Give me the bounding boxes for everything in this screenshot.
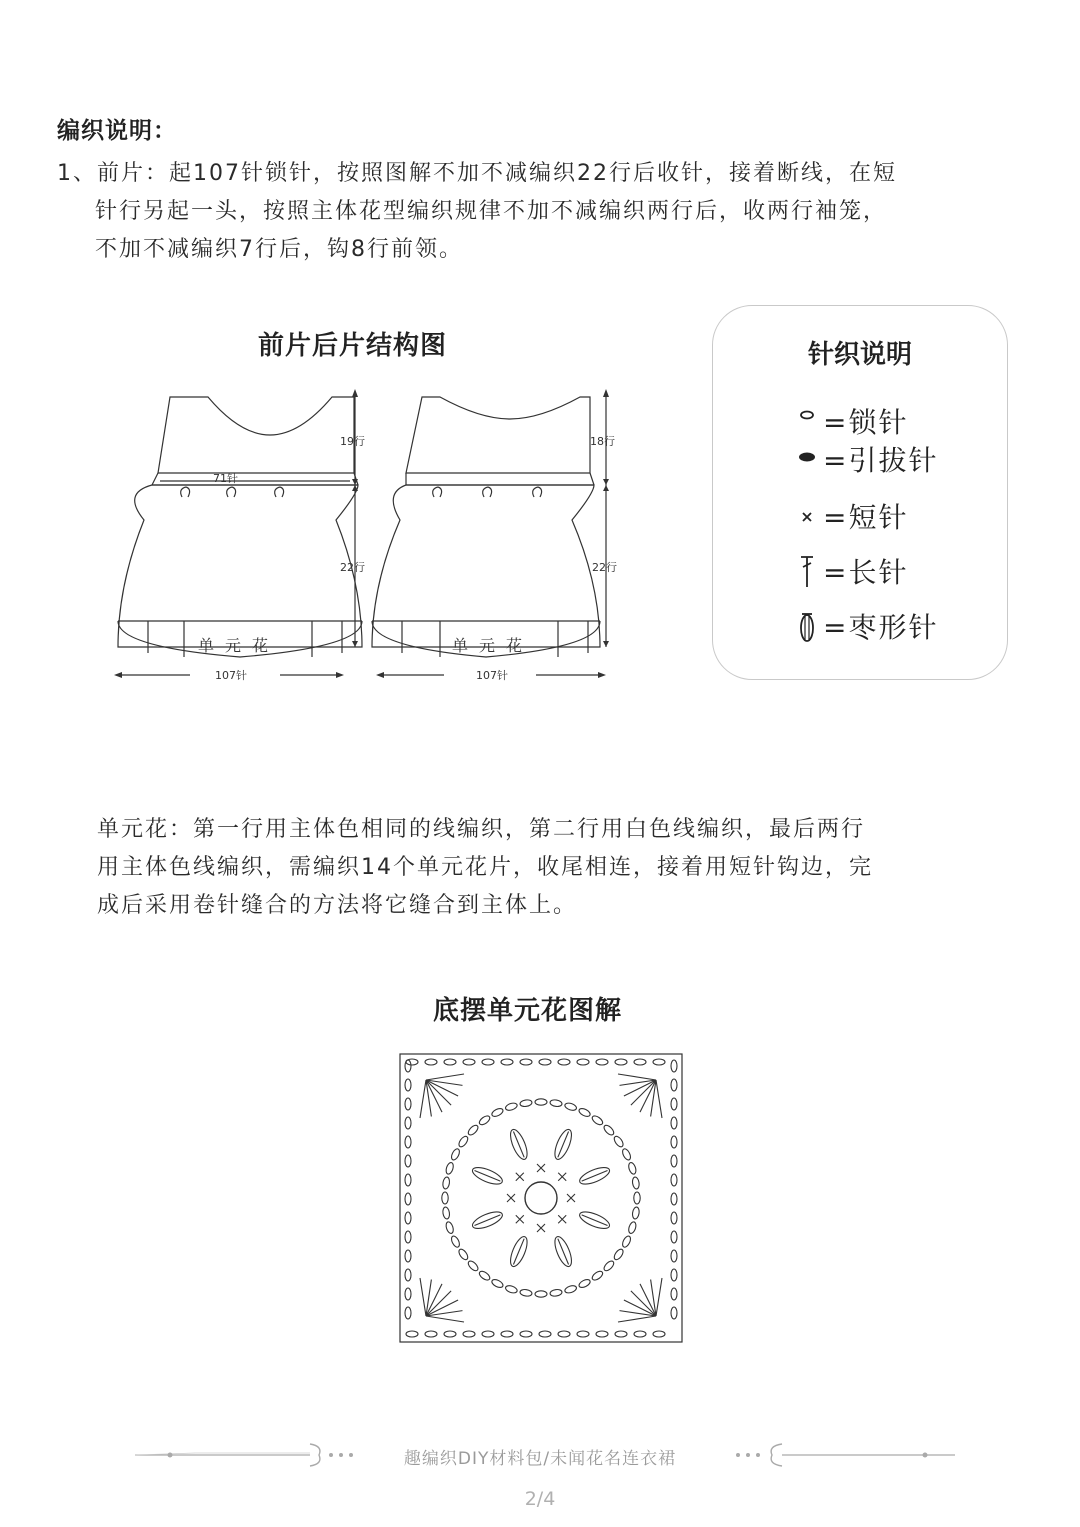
motif-stitch bbox=[478, 1270, 491, 1282]
motif-stitch bbox=[425, 1059, 437, 1065]
legend-label: =短针 bbox=[823, 501, 909, 534]
motif-stitch bbox=[632, 1207, 640, 1220]
motif-stitch bbox=[405, 1307, 411, 1319]
motif-stitch bbox=[591, 1114, 604, 1126]
back-hem-label: 花 bbox=[506, 636, 523, 655]
motif-diagram-title: 底摆单元花图解 bbox=[433, 996, 623, 1026]
motif-stitch bbox=[582, 1215, 608, 1226]
motif-stitch bbox=[442, 1177, 450, 1190]
motif-stitch bbox=[516, 1215, 524, 1223]
motif-stitch bbox=[671, 1307, 677, 1319]
motif-stitch bbox=[445, 1162, 455, 1175]
instruction-line: 1、前片：起107针锁针，按照图解不加不减编织22行后收针，接着断线，在短 bbox=[57, 161, 897, 186]
chain-stitch-icon bbox=[795, 403, 819, 439]
legend-title: 针织说明 bbox=[807, 340, 912, 370]
motif-stitch bbox=[671, 1250, 677, 1262]
motif-stitch bbox=[444, 1331, 456, 1337]
motif-stitch bbox=[578, 1278, 592, 1289]
motif-stitch bbox=[516, 1173, 524, 1181]
motif-stitch bbox=[558, 1215, 566, 1223]
motif-stitch bbox=[457, 1248, 469, 1261]
legend-label: =枣形针 bbox=[823, 611, 939, 644]
legend-label: =引拔针 bbox=[823, 444, 939, 477]
motif-stitch bbox=[671, 1136, 677, 1148]
motif-stitch bbox=[671, 1288, 677, 1300]
motif-stitch bbox=[671, 1174, 677, 1186]
motif-stitch bbox=[564, 1284, 577, 1294]
motif-stitch bbox=[615, 1059, 627, 1065]
motif-stitch bbox=[558, 1131, 569, 1157]
front-hem-label: 元 bbox=[225, 636, 242, 655]
motif-stitch bbox=[671, 1212, 677, 1224]
motif-stitch bbox=[478, 1114, 491, 1126]
motif-stitch bbox=[621, 1148, 632, 1162]
motif-stitch bbox=[613, 1135, 625, 1148]
back-upper-rows: 18行 bbox=[590, 435, 615, 448]
motif-stitch bbox=[578, 1107, 592, 1118]
footer-caption: 趣编织DIY材料包/未闻花名连衣裙 bbox=[403, 1449, 677, 1469]
motif-stitch bbox=[405, 1098, 411, 1110]
back-hem-label: 元 bbox=[479, 636, 496, 655]
motif-stitch bbox=[442, 1192, 448, 1204]
motif-stitch bbox=[631, 1291, 656, 1316]
back-bottom-width: 107针 bbox=[476, 669, 508, 682]
motif-stitch bbox=[671, 1231, 677, 1243]
motif-stitch bbox=[513, 1239, 524, 1265]
motif-stitch bbox=[671, 1193, 677, 1205]
motif-stitch bbox=[558, 1173, 566, 1181]
motif-stitch bbox=[474, 1215, 500, 1226]
motif-stitch bbox=[491, 1278, 505, 1289]
motif-stitch bbox=[558, 1059, 570, 1065]
motif-stitch bbox=[513, 1131, 524, 1157]
motif-chart bbox=[398, 1052, 684, 1344]
motif-stitch bbox=[405, 1117, 411, 1129]
legend-item bbox=[795, 496, 908, 536]
stitch-legend bbox=[712, 305, 1008, 680]
motif-stitch bbox=[405, 1136, 411, 1148]
motif-stitch bbox=[591, 1270, 604, 1282]
motif-stitch bbox=[539, 1331, 551, 1337]
back-bodice-outline bbox=[406, 397, 590, 473]
structure-diagram-title: 前片后片结构图 bbox=[258, 331, 448, 361]
front-chest-width: 71针 bbox=[213, 472, 238, 485]
instructions-heading: 编织说明： bbox=[57, 118, 177, 144]
motif-stitch bbox=[450, 1148, 461, 1162]
motif-instructions bbox=[97, 811, 1017, 925]
motif-stitch bbox=[671, 1079, 677, 1091]
motif-stitch bbox=[520, 1289, 533, 1297]
front-lower-rows: 22行 bbox=[340, 561, 365, 574]
puff-stitch-icon bbox=[795, 608, 819, 644]
page-number: 2/4 bbox=[524, 1488, 556, 1510]
motif-stitch bbox=[558, 1239, 569, 1265]
instruction-line: 不加不减编织7行后，钩8行前领。 bbox=[95, 237, 463, 262]
motif-stitch bbox=[653, 1331, 665, 1337]
motif-stitch bbox=[535, 1291, 547, 1297]
motif-stitch bbox=[405, 1212, 411, 1224]
motif-stitch bbox=[653, 1059, 665, 1065]
front-hem-label: 花 bbox=[252, 636, 269, 655]
motif-stitch bbox=[671, 1117, 677, 1129]
motif-stitch bbox=[520, 1331, 532, 1337]
motif-stitch bbox=[420, 1080, 426, 1118]
motif-stitch bbox=[596, 1059, 608, 1065]
motif-stitch bbox=[671, 1060, 677, 1072]
legend-item bbox=[795, 439, 938, 479]
motif-stitch bbox=[671, 1155, 677, 1167]
motif-stitch bbox=[425, 1331, 437, 1337]
legend-label: =锁针 bbox=[823, 406, 909, 439]
front-bodice-outline bbox=[158, 397, 354, 473]
motif-stitch bbox=[577, 1331, 589, 1337]
motif-stitch bbox=[631, 1080, 656, 1105]
motif-stitch bbox=[405, 1250, 411, 1262]
motif-stitch bbox=[474, 1170, 500, 1181]
motif-stitch bbox=[467, 1124, 480, 1137]
motif-stitch bbox=[618, 1074, 656, 1080]
motif-stitch bbox=[615, 1331, 627, 1337]
instruction-line: 用主体色线编织，需编织14个单元花片，收尾相连，接着用短针钩边，完 bbox=[97, 855, 873, 880]
motif-stitch bbox=[671, 1098, 677, 1110]
motif-stitch bbox=[491, 1107, 505, 1118]
single-crochet-icon bbox=[795, 498, 819, 534]
motif-stitch bbox=[405, 1060, 411, 1072]
motif-stitch bbox=[627, 1162, 637, 1175]
motif-stitch bbox=[558, 1331, 570, 1337]
front-hem-label: 单 bbox=[198, 636, 215, 655]
back-hem-label: 单 bbox=[452, 636, 469, 655]
motif-stitch bbox=[463, 1331, 475, 1337]
motif-stitch bbox=[467, 1259, 480, 1272]
front-skirt-outline bbox=[118, 485, 362, 647]
motif-stitch bbox=[602, 1259, 615, 1272]
motif-stitch bbox=[656, 1080, 662, 1118]
motif-stitch bbox=[426, 1074, 464, 1080]
motif-stitch bbox=[632, 1177, 640, 1190]
motif-stitch bbox=[520, 1059, 532, 1065]
motif-stitch bbox=[405, 1155, 411, 1167]
motif-stitch bbox=[602, 1124, 615, 1137]
motif-stitch bbox=[582, 1170, 608, 1181]
legend-item bbox=[795, 606, 938, 646]
motif-stitch bbox=[420, 1278, 426, 1316]
motif-stitch bbox=[442, 1207, 450, 1220]
legend-item bbox=[795, 401, 908, 441]
motif-stitch bbox=[463, 1059, 475, 1065]
motif-stitch bbox=[567, 1194, 575, 1202]
motif-stitch bbox=[445, 1221, 455, 1234]
motif-stitch bbox=[596, 1331, 608, 1337]
motif-stitch bbox=[482, 1331, 494, 1337]
instruction-line: 针行另起一头，按照主体花型编织规律不加不减编织两行后，收两行袖笼， bbox=[95, 199, 888, 224]
motif-stitch bbox=[613, 1248, 625, 1261]
motif-stitch bbox=[482, 1059, 494, 1065]
legend-item bbox=[795, 551, 908, 591]
double-crochet-icon bbox=[795, 553, 819, 589]
motif-stitch bbox=[537, 1224, 545, 1232]
motif-stitch bbox=[634, 1192, 640, 1204]
motif-stitch bbox=[550, 1099, 563, 1107]
motif-stitch bbox=[501, 1331, 513, 1337]
motif-stitch bbox=[634, 1331, 646, 1337]
motif-stitch bbox=[577, 1059, 589, 1065]
motif-stitch bbox=[457, 1135, 469, 1148]
motif-stitch bbox=[405, 1231, 411, 1243]
instruction-line: 成后采用卷针缝合的方法将它缝合到主体上。 bbox=[97, 893, 578, 918]
motif-stitch bbox=[627, 1221, 637, 1234]
structure-diagram bbox=[100, 385, 640, 695]
motif-stitch bbox=[550, 1289, 563, 1297]
instruction-line: 单元花：第一行用主体色相同的线编织，第二行用白色线编织，最后两行 bbox=[97, 817, 866, 842]
motif-stitch bbox=[656, 1278, 662, 1316]
motif-stitch bbox=[444, 1059, 456, 1065]
motif-stitch bbox=[505, 1102, 518, 1112]
motif-stitch bbox=[406, 1331, 418, 1337]
front-piece-instructions bbox=[57, 155, 1017, 269]
motif-stitch bbox=[671, 1269, 677, 1281]
motif-stitch bbox=[634, 1059, 646, 1065]
motif-stitch bbox=[405, 1288, 411, 1300]
motif-stitch bbox=[405, 1269, 411, 1281]
slip-stitch-icon bbox=[795, 441, 819, 477]
motif-stitch bbox=[426, 1316, 464, 1322]
motif-stitch bbox=[405, 1174, 411, 1186]
motif-stitch bbox=[520, 1099, 533, 1107]
motif-stitch bbox=[621, 1235, 632, 1249]
legend-label: =长针 bbox=[823, 556, 909, 589]
motif-stitch bbox=[501, 1059, 513, 1065]
motif-stitch bbox=[505, 1284, 518, 1294]
motif-stitch bbox=[535, 1099, 547, 1105]
motif-stitch bbox=[507, 1194, 515, 1202]
motif-stitch bbox=[426, 1080, 451, 1105]
back-skirt-outline bbox=[372, 485, 600, 647]
motif-stitch bbox=[539, 1059, 551, 1065]
motif-stitch bbox=[618, 1316, 656, 1322]
motif-stitch bbox=[450, 1235, 461, 1249]
motif-stitch bbox=[564, 1102, 577, 1112]
back-lower-rows: 22行 bbox=[592, 561, 617, 574]
motif-stitch bbox=[405, 1193, 411, 1205]
motif-stitch bbox=[426, 1291, 451, 1316]
front-upper-rows: 19行 bbox=[340, 435, 365, 448]
motif-stitch bbox=[537, 1164, 545, 1172]
front-bottom-width: 107针 bbox=[215, 669, 247, 682]
motif-stitch bbox=[405, 1079, 411, 1091]
